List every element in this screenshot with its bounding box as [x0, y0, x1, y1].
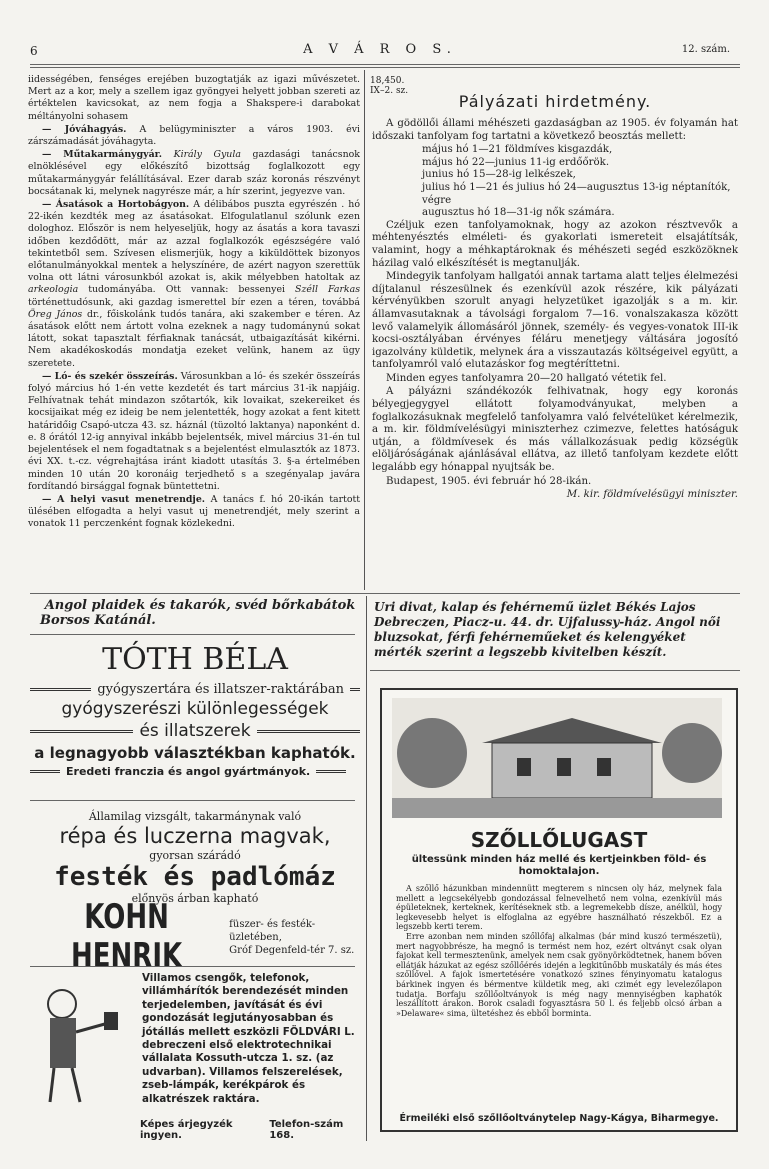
article-continuation: iidességében, fenséges erejében buzogtatják az igazi művészetet. Mert az a kor, mely a szellem igaz gyöngyei helyett jobban szereti az értéktelen kavicsokat, az nem fogja a Shakspere-i darabokat méltányolni sohasem: [28, 74, 360, 122]
ad-divider-2: [30, 800, 355, 801]
ad-szollo-title: SZŐLLŐLUGAST: [470, 828, 648, 852]
course-schedule: május hó 1—21 földmíves kisgazdák, május hó 22—junius 11-ig erdőőrök. junius hó 15—28-ig lelkészek, julius hó 1—21 és julius hó 24—augusztus 13-ig néptanítók, végre augusztus hó 18—31-ig nők számára.: [422, 144, 731, 219]
ad-szollo: SZŐLLŐLUGAST ültessünk minden ház mellé és kertjeinkben föld- és homoktalajon. A szőllő házunkban mindennütt megterem s nincsen oly ház, melynek fala mellett a legcsekélyebb gondozással felnevelhető nem volna, ezenkívül más épületeknek, kerteknek, kerítéseknek stb. a legremekebb dísze, anélkül, hogy legkevesebb helyet is elfoglalna az egyébre használható részekből. Ez a legszebb kerti terem. Erre azonban nem minden szőllőfaj alkalmas (bár mind kuszó természetü), mert nagyobbrésze, ha megnő is termést nem hoz, ezért oltványt csak olyan fajokat kell termesztenünk, amelyek nem csak gyönyörködtetnek, hanem bőven ellátják házukat az egész szőllőérés idején a legkitűnőbb muskatály és más étes szőllővel. A fajok ismertetésére vonatkozó szines fényinyomatu katalogus bárkinek ingyen és bérmentve küldetik meg, aki czimét egy levelezőlapon tudatja. Borfaju szőllőoltványok is még nagy mennyiségben kaphatók leszállított árakon. Borok csaladi fogyasztásra 50 l. és feljebb olcsó árban a »Delaware« sima, ültetéshez és ebből borminta. Érmeiléki első szőllőoltványtelep Nagy-Kágya, Biharmegye.: [380, 688, 738, 1132]
ad-foldvari: Villamos csengők, telefonok, villámhárítók berendezését minden terjedelemben, javítását és évi gondozását legjutányosabban és jótállás mellett eszközli FÖLDVÁRI L. debreczeni első elektrotechnikai vállalata Kossuth-utcza 1. sz. (az udvarban). Villamos felszerelések, zseb-lámpák, kerékpárok és alkatrészek raktára. Képes árjegyzék ingyen. Telefon-szám 168.: [30, 972, 365, 1132]
notice-title: Pályázati hirdetmény.: [458, 92, 652, 111]
page-header: [30, 40, 730, 62]
ad-kohn-henrik: Államilag vizsgált, takarmánynak való répa és luczerna magvak, gyorsan szárádó festék és padlómáz előnyös árban kapható KOHN HENRIK füszer- és festék-üzletében, Gróf Degenfeld-tér 7. sz.: [30, 810, 360, 967]
page-number: 6: [30, 44, 38, 58]
ad-szollo-body: A szőllő házunkban mindennütt megterem s nincsen oly ház, melynek fala mellett a legcsekélyebb gondozással felnevelhető nem volna, ezenkívül más épületeknek, kerteknek, kerítéseknek stb. a legremekebb dísze, anélkül, hogy legkevesebb helyet is elfoglalna az egyébre használható részekből. Ez a legszebb kerti terem. Erre azonban nem minden szőllőfaj alkalmas (bár mind kuszó természetü), mert nagyobbrésze, ha megnő is termést nem hoz, ezért oltványt csak olyan fajokat kell termesztenünk, amelyek nem csak gyönyörködtetnek, hanem bőven ellátják házukat az egész szőllőérés idején a legkitűnőbb muskatály és más étes szőllővel. A fajok ismertetésére vonatkozó szines fényinyomatu katalogus bárkinek ingyen és bérmentve küldetik meg, aki czimét egy levelezőlapon tudatja. Borfaju szőllőoltványok is még nagy mennyiségben kaphatók leszállított árakon. Borok csaladi fogyasztásra 50 l. és feljebb olcsó árban a »Delaware« sima, ültetéshez és ebből borminta.: [396, 884, 722, 1018]
notice-intro: A gödöllői állami méhészeti gazdaságban az 1905. év folyamán hat időszaki tanfolyam fog tartatni a következő beosztás mellett:: [372, 118, 738, 142]
ads-divider: [366, 596, 367, 1141]
notice-date: Budapest, 1905. évi február hó 28-ikán.: [386, 475, 592, 487]
ad-toth-bela: TÓTH BÉLA gyógyszertára és illatszer-raktárában gyógyszerészi különlegességek és illatszerek a legnagyobb választékban kaphatók. Eredeti franczia és angol gyártmányok.: [30, 642, 360, 778]
ad-borsos: Angol plaidek és takarók, svéd bőrkabátok Borsos Katánál.: [40, 598, 356, 628]
notice-para-3: Minden egyes tanfolyamra 20—20 hallgató vétetik fel.: [386, 372, 667, 384]
issue-number: 12. szám.: [681, 44, 730, 55]
ad-divider-3: [30, 966, 355, 967]
notice-para-1: Czéljuk ezen tanfolyamoknak, hogy az azokon résztvevők a méhtenyésztés elméleti- és gyakorlati ismereteit elsajátítsák, valamint, hogy a méhkaptároknak és méhészeti segéd eszközöknek házilag való elkészítését is megtanulják.: [372, 219, 738, 269]
telephone-man-illustration: [32, 982, 132, 1112]
notice-body: [372, 118, 738, 503]
header-rule-2: [30, 67, 740, 68]
ad-divider-4: [370, 670, 740, 671]
column-divider: [364, 70, 365, 590]
news-item-approval: — Jóváhagyás. A belügyminiszter a város 1903. évi zárszámadását jóváhagyta.: [28, 123, 360, 148]
notice-para-2: Mindegyik tanfolyam hallgatói annak tartama alatt teljes élelmezési díjtalanul részesülnek és ezenkívül azok részére, kik pályázati kérvényükben szorult anyagi helyzetüket igazolják s a m. kir. államvasutaknak a távolsági forgalom 7—16. vonalszakasza között levő valamelyik állomásáról jönnek, személy- és vegyes-vonatok III-ik kocsi-osztályában érvényes féláru menetjegy váltására jogosító igazolvány küldetik, melynek ára a visszautazás költségeivel együtt, a tanfolyamról való elutazáskor fog megtéríttetni.: [372, 271, 738, 371]
news-item-horse-census: — Ló- és szekér összeírás. Városunkban a ló- és szekér összeírás folyó március hó 1-én vette kezdetét és tart március 31-ik napjáig. Felhívatnak tehát mindazon szőtartók, kik lovaikat, szekereiket és kocsijaikat még ez ideig be nem jelentették, hogy azokat a fent kitett határidőig Csapó-utcza 43. sz. háznál (tüzoltó laktanya) naponként d. e. 8 órától 12-ig annyival inkább bejelentsék, mivel március 31-én tul bejelentések el nem fogadtatnak s a bejelentést elmulasztók az 1873. évi XX. t.-cz. végrehajtása iránt kiadott utasítás 3. §-a értelmében minden 10 után 20 koronáig terjedhető s a szegényalap javára fordítandó birsággal fognak büntettetni.: [28, 370, 361, 492]
ad-kohn-name: KOHN HENRIK: [71, 898, 183, 976]
ad-toth-name: TÓTH BÉLA: [102, 642, 288, 677]
newspaper-title: A V Á R O S.: [303, 42, 457, 57]
notice-para-4: A pályázni szándékozók felhivatnak, hogy egy koronás bélyegjegygyel ellátott folyamodványukat, melyben a foglalkozásuknak megfelelő tanfolyamra való felvételüket kérelmezik, a m. kir. földmívelésügyi miniszterhez czimezve, felettes hatóságuk utján, a földmívesek és más vállalkozásuak pedig községük elöljáróságának ajánlásával ellátva, az illető tanfolyam kezdete előtt legalább egy hónappal nyujtsák be.: [372, 386, 738, 474]
ad-divider: [30, 634, 355, 635]
news-item-excavations: — Ásatások a Hortobágyon. A délibábos puszta egyrészén . hó 22-ikén kezdték meg az ásatásokat. Elfogulatlanul szólunk ezen dologhoz. Először is nem helyeseljük, hogy az ásatás a kora tavaszi időben kezdődött, már az azzal foglalkozók egészségére való tekintetből sem. Szívesen elismerjük, hogy a kiküldöttek bizonyos előtanulmányokkal mentek a helyszínére, de azért nagyon szerettük volna ott látni városunkból azokat is, akik mélyebben hatoltak az arkeologia tudományába. Ott vannak: bessenyei Széll Farkas történettudósunk, aki gazdag ismerettel bír ezen a téren, továbbá Öreg János dr., főiskolánk tudós tanára, aki szakember e téren. Az ásatások előtt nem ártott volna ezeknek a nagy tudománynú sokat látott, sokat tapasztalt férfiaknak tanácsát, utbaigazítását kikérni. Nem akadékoskodás mondatja ezeket velünk, hanem az ügy szeretete.: [28, 199, 361, 369]
ad-bekes: Uri divat, kalap és fehérnemű üzlet Békés Lajos Debreczen, Piacz-u. 44. dr. Ujfalussy-ház. Angol női bluzsokat, férfi fehérneműeket és kelengyéket mérték szerint a legszebb kivitelben készít.: [374, 600, 721, 659]
header-rule: [30, 64, 740, 65]
reference-number: 18,450. IX–2. sz.: [370, 76, 409, 96]
left-news-column: [28, 74, 360, 532]
notice-signature: M. kir. földmívelésügyi miniszter.: [566, 489, 738, 501]
vineyard-house-illustration: [392, 698, 722, 818]
news-item-railway-schedule: — A helyi vasut menetrendje. A tanács f. hó 20-ikán tartott ülésében elfogadta a helyi vasut uj menetrendjét, mely szerint a vonatok 11 perczenként fognak közlekedni.: [28, 493, 360, 530]
news-item-fodder-factory: — Műtakarmánygyár. Király Gyula gazdasági tanácsnok elnöklésével egy előkészítő bizottság foglalkozott egy műtakarmánygyár felállításával. Ezer darab száz koronás részvényt bocsátanak ki, melynek nagyrésze már, a hír szerint, jegyezve van.: [28, 149, 360, 197]
ads-rule: [30, 593, 740, 594]
